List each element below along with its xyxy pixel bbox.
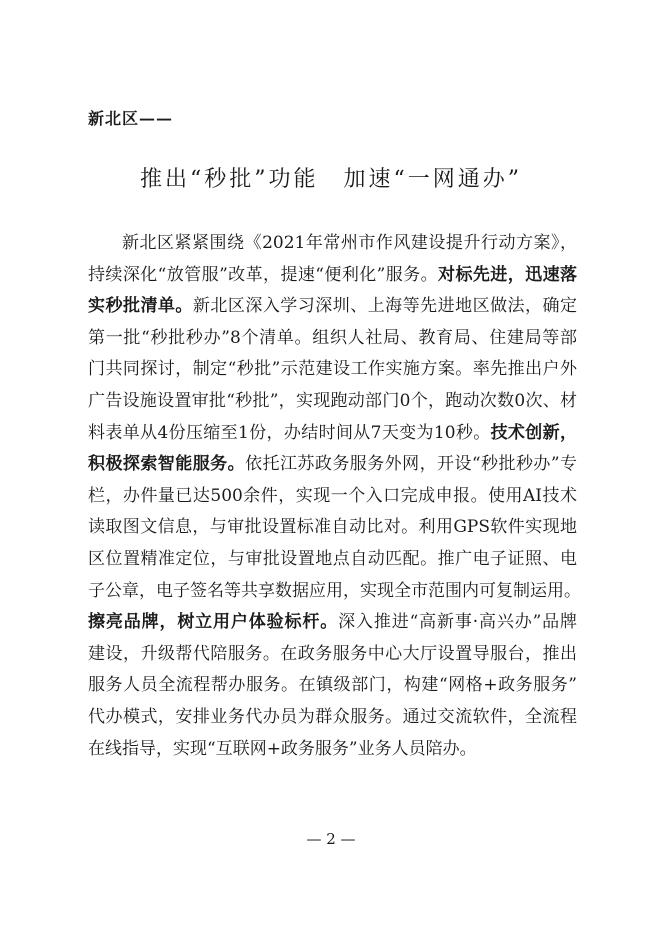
text-line [88, 576, 581, 608]
body-paragraph [88, 228, 581, 765]
text-segment: 栏，办件量已达500余件，实现一个入口完成申报。使用AI技术 [88, 485, 577, 506]
text-segment: 依托江苏政务服务外网，开设“秒批秒办”专 [245, 454, 577, 475]
text-line [88, 639, 577, 671]
text-line [88, 670, 577, 702]
text-segment: 第一批“秒批秒办”8个清单。组织人社局、教育局、住建局等部 [88, 327, 577, 348]
text-segment: 新北区深入学习深圳、上海等先进地区做法，确定 [192, 296, 578, 317]
text-line [88, 291, 577, 323]
text-line [88, 607, 577, 639]
bold-text-segment: 实秒批清单。 [88, 296, 193, 317]
text-segment: 门共同探讨，制定“秒批”示范建设工作实施方案。率先推出户外 [88, 359, 577, 380]
text-segment: 服务人员全流程帮办服务。在镇级部门，构建“网格+政务服务” [88, 675, 577, 696]
text-line [88, 734, 577, 766]
text-line [88, 544, 577, 576]
text-line [88, 228, 577, 260]
text-segment: 建设，升级帮代陪服务。在政务服务中心大厅设置导服台，推出 [88, 643, 577, 664]
text-line [88, 449, 577, 481]
text-line [88, 481, 577, 513]
text-line [88, 260, 577, 292]
text-segment: 深入推进“高新事·高兴办”品牌 [338, 612, 577, 633]
text-line [88, 323, 577, 355]
bold-text-segment: 积极探索智能服务。 [88, 454, 246, 475]
text-segment: 广告设施设置审批“秒批”，实现跑动部门0个，跑动次数0次、材 [88, 390, 577, 411]
bold-text-segment: 技术创新， [490, 422, 577, 443]
bold-text-segment: 对标先进，迅速落 [438, 264, 577, 285]
text-segment: 持续深化“放管服”改革，提速“便利化”服务。 [88, 264, 439, 285]
bold-text-segment: 擦亮品牌，树立用户体验标杆。 [88, 612, 339, 633]
text-segment: 代办模式，安排业务代办员为群众服务。通过交流软件，全流程 [88, 706, 577, 727]
section-label: 新北区—— [88, 109, 174, 128]
text-segment: 料表单从4份压缩至1份，办结时间从7天变为10秒。 [88, 422, 491, 443]
text-line [88, 702, 577, 734]
text-segment: 区位置精准定位，与审批设置地点自动匹配。推广电子证照、电 [88, 548, 577, 569]
text-line [88, 512, 577, 544]
page-number: — 2 — [306, 830, 356, 848]
text-segment: 新北区紧紧围绕《2021年常州市作风建设提升行动方案》， [122, 233, 577, 253]
text-line [88, 386, 577, 418]
text-segment: 在线指导，实现“互联网+政务服务”业务人员陪办。 [88, 738, 477, 759]
document-title: 推出“秒批”功能 加速“一网通办” [140, 167, 522, 192]
text-line [88, 354, 577, 386]
text-segment: 读取图文信息，与审批设置标准自动比对。利用GPS软件实现地 [88, 517, 577, 538]
text-segment: 子公章，电子签名等共享数据应用，实现全市范围内可复制运用。 [88, 580, 581, 601]
text-line [88, 418, 577, 450]
